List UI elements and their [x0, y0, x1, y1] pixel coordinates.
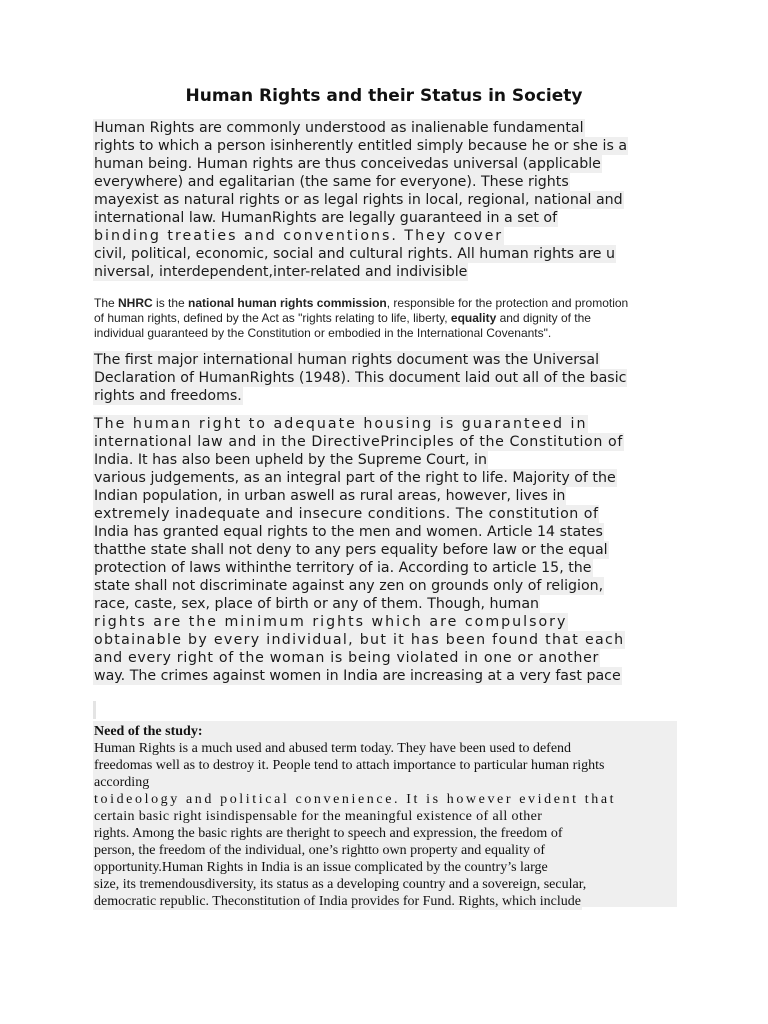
study-line: Human Rights is a much used and abused term today. They have been used to defend — [94, 741, 572, 756]
nhrc-term: equality — [450, 311, 497, 325]
housing-line: various judgements, as an integral part of the right to life. Majority of the — [94, 470, 616, 486]
housing-line: India has granted equal rights to the men and women. Article 14 states — [94, 524, 603, 540]
intro-line: human being. Human rights are thus conceivedas universal (applicable — [94, 156, 601, 172]
udhr-line: rights and freedoms. — [94, 388, 242, 404]
housing-line: way. The crimes against women in India are increasing at a very fast pace — [94, 668, 621, 684]
study-line: person, the freedom of the individual, one’s rightto own property and equality of — [94, 843, 546, 858]
nhrc-term: NHRC — [118, 296, 153, 310]
udhr-line: Declaration of HumanRights (1948). This document laid out all of the basic — [94, 370, 627, 386]
housing-line: state shall not discriminate against any zen on grounds only of religion, — [94, 578, 604, 594]
housing-line: rights are the minimum rights which are compulsory — [94, 614, 568, 630]
nhrc-text: , responsible for the protection and promotion — [386, 296, 629, 310]
nhrc-term: national human rights commission — [188, 296, 387, 310]
intro-line: niversal, interdependent,inter-related and indivisible — [94, 264, 468, 280]
housing-line: and every right of the woman is being violated in one or another — [94, 650, 600, 666]
study-line: according — [94, 775, 150, 790]
nhrc-text: is the — [152, 296, 189, 310]
housing-line: thatthe state shall not deny to any pers equality before law or the equal — [94, 542, 608, 558]
study-line: toideology and political convenience. It is however evident that — [94, 792, 617, 807]
study-line: democratic republic. Theconstitution of India provides for Fund. Rights, which include — [94, 894, 581, 909]
study-line: size, its tremendousdiversity, its status as a developing country and a sovereign, secular, — [94, 877, 587, 892]
intro-line: Human Rights are commonly understood as inalienable fundamental — [94, 120, 584, 136]
nhrc-text: and dignity of the — [496, 311, 591, 325]
housing-line: The human right to adequate housing is guaranteed in — [94, 416, 588, 432]
nhrc-line — [93, 296, 629, 311]
housing-line: extremely inadequate and insecure conditions. The constitution of — [94, 506, 599, 522]
housing-line: Indian population, in urban aswell as rural areas, however, lives in — [94, 488, 566, 504]
housing-line: international law and in the DirectivePrinciples of the Constitution of — [94, 434, 623, 450]
study-line: rights. Among the basic rights are theright to speech and expression, the freedom of — [94, 826, 563, 841]
housing-line: race, caste, sex, place of birth or any of them. Though, human — [94, 596, 540, 612]
intro-line: international law. HumanRights are legally guaranteed in a set of — [94, 210, 558, 226]
intro-line: everywhere) and egalitarian (the same for everyone). These rights — [94, 174, 569, 190]
study-heading: Need of the study: — [94, 724, 203, 739]
intro-line: rights to which a person isinherently entitled simply because he or she is a — [94, 138, 628, 154]
nhrc-line — [93, 311, 592, 326]
study-line: certain basic right isindispensable for the meaningful existence of all other — [94, 809, 543, 824]
housing-line: India. It has also been upheld by the Supreme Court, in — [94, 452, 487, 468]
udhr-line: The first major international human rights document was the Universal — [94, 352, 600, 368]
study-line: opportunity.Human Rights in India is an issue complicated by the country’s large — [94, 860, 548, 875]
nhrc-text: of human rights, defined by the Act as "rights relating to life, liberty, — [94, 311, 451, 325]
page-title: Human Rights and their Status in Society — [185, 86, 583, 106]
nhrc-line: individual guaranteed by the Constitution or embodied in the International Covenants". — [94, 326, 552, 340]
intro-line: civil, political, economic, social and cultural rights. All human rights are u — [94, 246, 615, 262]
housing-line: obtainable by every individual, but it has been found that each — [94, 632, 625, 648]
housing-line: protection of laws withinthe territory of ia. According to article 15, the — [94, 560, 592, 576]
paragraph-marker — [93, 701, 96, 719]
intro-line: binding treaties and conventions. They cover — [94, 228, 504, 244]
nhrc-text: The — [94, 296, 119, 310]
intro-line: mayexist as natural rights or as legal rights in local, regional, national and — [94, 192, 623, 208]
study-line: freedomas well as to destroy it. People tend to attach importance to particular human rights — [94, 758, 605, 773]
